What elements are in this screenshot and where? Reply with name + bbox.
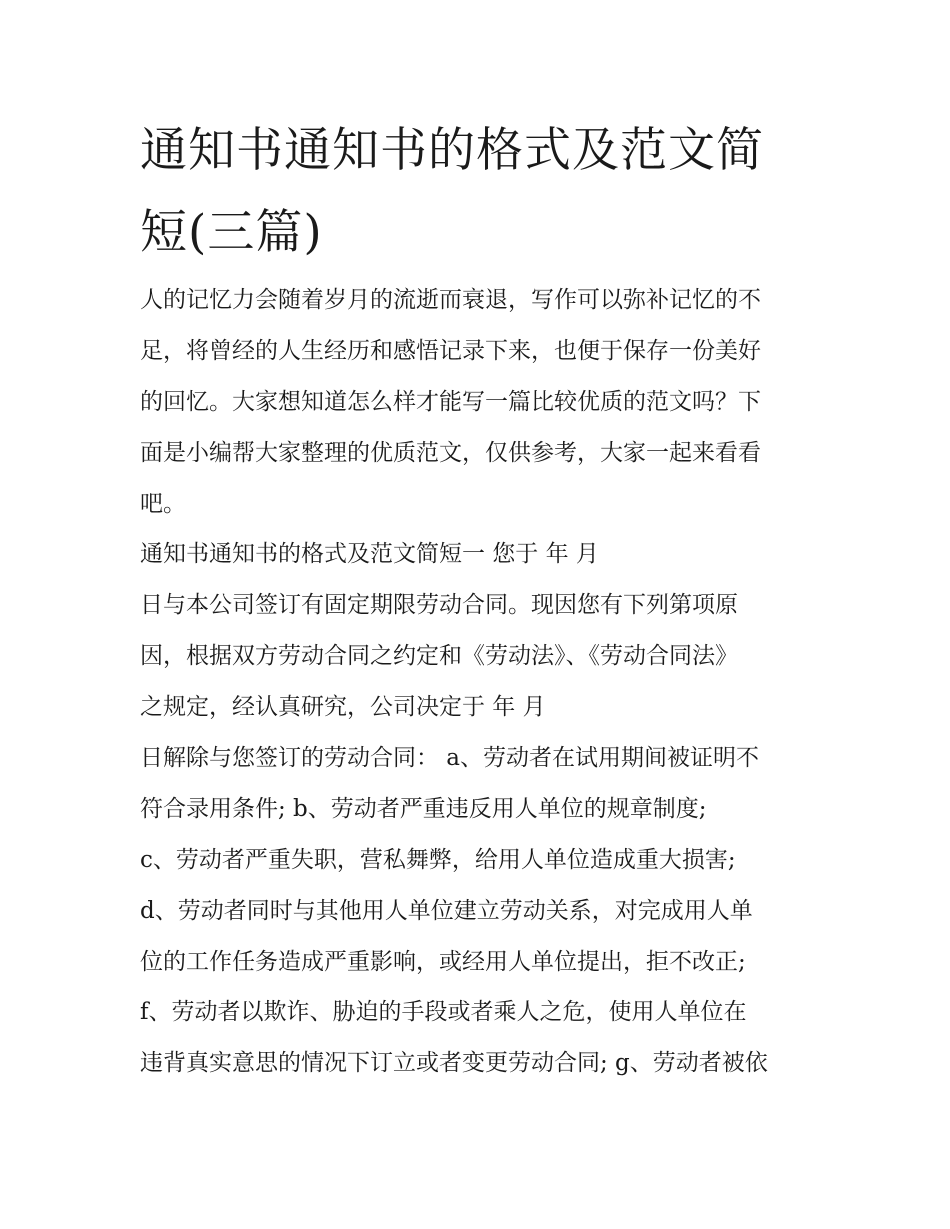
body-line-9: 之规定，经认真研究，公司决定于 年 月 [140,694,546,720]
body-line-8: 因，根据双方劳动合同之约定和《劳动法》、《劳动合同法》 [140,643,738,669]
body-line-12: c、劳动者严重失职，营私舞弊，给用人单位造成重大损害; [140,847,736,873]
body-line-11: 符合录用条件; b、劳动者严重违反用人单位的规章制度; [140,796,707,822]
body-line-4: 面是小编帮大家整理的优质范文，仅供参考，大家一起来看看 [140,440,761,466]
body-line-15: f、劳动者以欺诈、胁迫的手段或者乘人之危，使用人单位在 [140,999,747,1025]
body-line-2: 足，将曾经的人生经历和感悟记录下来，也便于保存一份美好 [140,338,761,364]
body-line-5: 吧。 [140,491,186,517]
body-line-10: 日解除与您签订的劳动合同： a、劳动者在试用期间被证明不 [140,745,760,771]
body-line-7: 日与本公司签订有固定期限劳动合同。现因您有下列第项原 [140,592,738,618]
title-line-1: 通知书通知书的格式及范文简 [140,123,764,178]
document-title [140,110,820,274]
body-line-6: 通知书通知书的格式及范文简短一 您于 年 月 [140,541,599,567]
body-line-16: 违背真实意思的情况下订立或者变更劳动合同; g、劳动者被依 [140,1050,768,1076]
body-line-14: 位的工作任务造成严重影响，或经用人单位提出，拒不改正; [140,949,746,975]
title-line-2: 短(三篇) [140,205,323,260]
body-line-1: 人的记忆力会随着岁月的流逝而衰退，写作可以弥补记忆的不 [140,287,761,313]
body-line-3: 的回忆。大家想知道怎么样才能写一篇比较优质的范文吗？下 [140,389,761,415]
body-line-13: d、劳动者同时与其他用人单位建立劳动关系，对完成用人单 [140,898,753,924]
